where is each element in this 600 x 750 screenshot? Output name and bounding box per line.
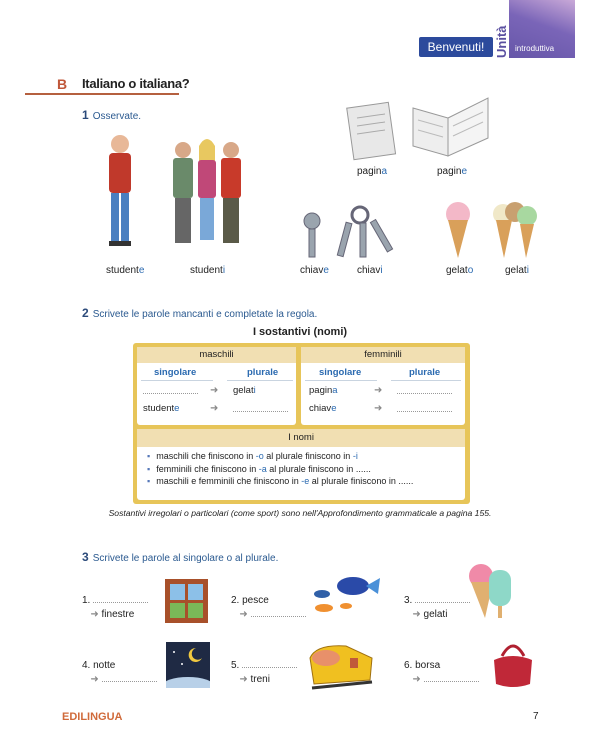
- exercise-1-title: 1 Osservate.: [82, 108, 142, 122]
- masc-r1-singular-blank[interactable]: [143, 385, 198, 397]
- window-illustration: [164, 578, 209, 624]
- table-title: I sostantivi (nomi): [252, 326, 348, 338]
- fem-r1-plural-blank[interactable]: [397, 385, 452, 397]
- arrow-icon: ➜: [210, 403, 219, 414]
- label-chiave: chiave: [300, 265, 329, 276]
- section-underline: [25, 93, 179, 95]
- col-singolare: singolare: [319, 367, 362, 378]
- col-singolare: singolare: [154, 367, 197, 378]
- train-illustration: [306, 640, 376, 692]
- ice-creams-illustration: [440, 200, 545, 262]
- grammar-box: [133, 343, 470, 504]
- handbag-illustration: [490, 638, 536, 690]
- arrow-icon: ➜: [239, 609, 248, 620]
- section-letter: B: [57, 76, 68, 92]
- students-group: [173, 139, 241, 243]
- section-title: Italiano o italiana?: [82, 76, 190, 91]
- book-open-illustration: [408, 88, 493, 160]
- blank-input[interactable]: [102, 674, 157, 682]
- masculine-header: maschili: [137, 347, 296, 363]
- arrow-icon: ➜: [412, 609, 421, 620]
- fem-r2-plural-blank[interactable]: [397, 403, 452, 415]
- arrow-icon: ➜: [374, 385, 383, 396]
- keys-illustration: [298, 205, 398, 263]
- unit-box: [509, 0, 575, 58]
- rule-item: ▪ maschili che finiscono in -o al plurale finiscono in -i: [147, 451, 358, 461]
- blank-input[interactable]: [93, 595, 148, 603]
- rules-header: I nomi: [137, 429, 465, 447]
- label-pagine: pagine: [437, 166, 468, 177]
- arrow-icon: ➜: [374, 403, 383, 414]
- fem-r2-singular: chiave: [309, 403, 337, 414]
- blank-input[interactable]: [424, 674, 479, 682]
- ex3-item-4: 4. notte ➜: [82, 659, 157, 687]
- col-plurale: plurale: [247, 367, 279, 378]
- arrow-icon: ➜: [210, 385, 219, 396]
- night-sky-illustration: [166, 642, 210, 688]
- ex3-item-3: 3. ➜ gelati: [404, 594, 470, 622]
- student-single: [109, 135, 131, 246]
- col-plurale: plurale: [409, 367, 441, 378]
- feminine-header: femminili: [301, 347, 465, 363]
- unit-subtitle: introduttiva: [515, 44, 555, 53]
- label-studenti: studenti: [190, 265, 226, 276]
- label-pagina: pagina: [357, 166, 388, 177]
- book-closed-illustration: [345, 100, 400, 162]
- blank-input[interactable]: [415, 595, 470, 603]
- ex3-item-5: 5. ➜ treni: [231, 659, 297, 687]
- publisher-logo: EDILINGUA: [62, 711, 123, 723]
- blank-input[interactable]: [251, 609, 306, 617]
- masc-r1-plural: gelati: [233, 385, 256, 396]
- rules-panel: [137, 429, 465, 500]
- grammar-note: Sostantivi irregolari o particolari (come sport) sono nell'Approfondimento grammaticale a pagina 155.: [108, 508, 492, 518]
- arrow-icon: ➜: [412, 674, 421, 685]
- ex3-item-2: 2. pesce ➜: [231, 594, 306, 622]
- ex3-item-6: 6. borsa ➜: [404, 659, 479, 687]
- label-chiavi: chiavi: [357, 265, 383, 276]
- benvenuti-tab: Benvenuti!: [419, 37, 493, 57]
- rule-item: ▪ maschili e femminili che finiscono in -e al plurale finiscono in ......: [147, 476, 414, 486]
- arrow-icon: ➜: [90, 609, 99, 620]
- label-gelati: gelati: [505, 265, 529, 276]
- fem-r1-singular: pagina: [309, 385, 338, 396]
- masculine-panel: [137, 347, 296, 425]
- exercise-2-title: 2 Scrivete le parole mancanti e completate la regola.: [82, 306, 318, 320]
- arrow-icon: ➜: [239, 674, 248, 685]
- rule-item: ▪ femminili che finiscono in -a al plurale finiscono in ......: [147, 463, 371, 474]
- blank-input[interactable]: [242, 660, 297, 668]
- students-illustration: [95, 128, 250, 258]
- ex3-item-1: 1. ➜ finestre: [82, 594, 148, 622]
- masc-r2-singular: studente: [143, 403, 180, 414]
- unit-label: Unità: [494, 25, 509, 58]
- fish-illustration: [308, 576, 383, 616]
- label-studente: studente: [106, 265, 145, 276]
- label-gelato: gelato: [446, 265, 474, 276]
- exercise-3-title: 3 Scrivete le parole al singolare o al plurale.: [82, 550, 279, 564]
- feminine-panel: [301, 347, 465, 425]
- page-number: 7: [533, 711, 539, 722]
- masc-r2-plural-blank[interactable]: [233, 403, 288, 415]
- arrow-icon: ➜: [90, 674, 99, 685]
- ice-cream-illustration: [467, 562, 517, 622]
